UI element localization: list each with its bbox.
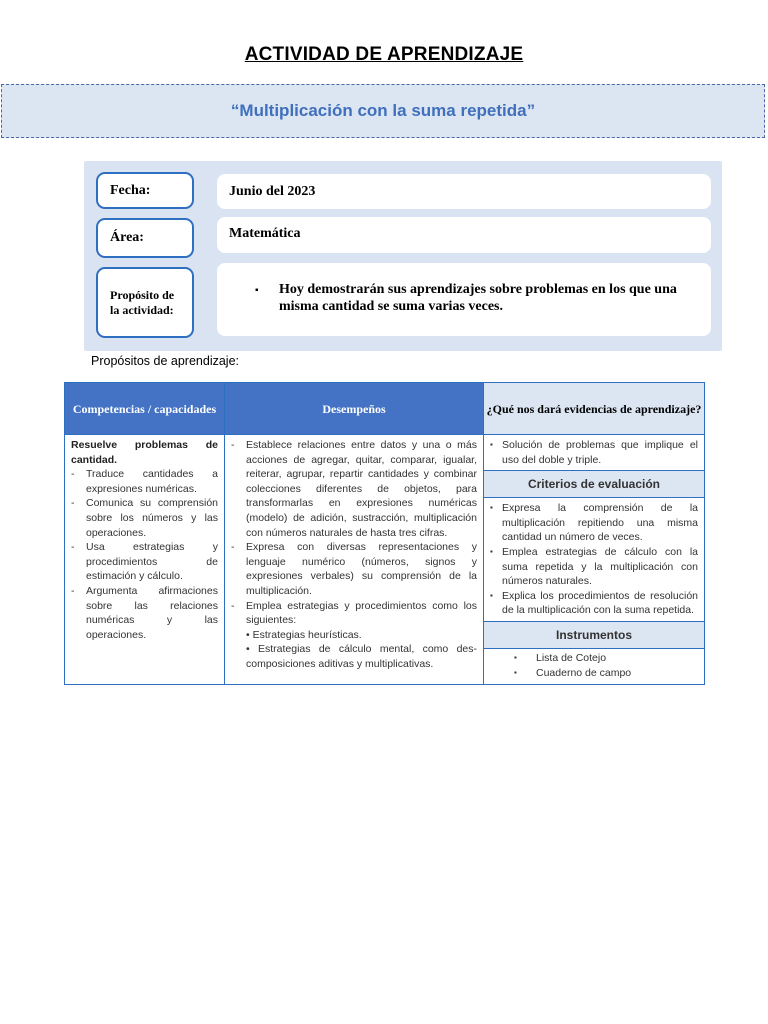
estrategia-item (231, 628, 477, 643)
page-title: ACTIVIDAD DE APRENDIZAJE (244, 44, 524, 65)
dash-marker: - (71, 468, 75, 481)
criterio-item (490, 501, 698, 545)
square-bullet-icon: ▪ (514, 667, 517, 677)
dash-marker: - (231, 599, 235, 612)
activity-subtitle: “Multiplicación con la suma repetida” (230, 101, 536, 120)
square-bullet-icon: ▪ (490, 546, 493, 556)
instrumento-text: Lista de Cotejo (536, 651, 607, 664)
proposito-text: Hoy demostrarán sus aprendizajes sobre problemas en los que una misma cantidad se suma varias veces. (279, 282, 677, 314)
square-bullet-icon: ▪ (514, 652, 517, 662)
square-bullet-icon: ▪ (490, 440, 493, 449)
learning-purposes-label: Propósitos de aprendizaje: (91, 354, 240, 368)
desempeno-text: Establece relaciones entre datos y una o más acciones de agregar, quitar, comparar, igualar, reiterar, agrupar, repartir cantidades y combinar colecciones diferentes de objetos, para transformarlas en expresiones numéricas (modelo) de adición, sustracción, multiplicación con números naturales de hasta tres cifras. (246, 439, 477, 539)
learning-table (64, 382, 705, 685)
fecha-value: Junio del 2023 (217, 174, 711, 209)
evidencia-cell (484, 435, 705, 471)
instrumentos-header: Instrumentos (484, 621, 705, 648)
instrumento-item (514, 666, 698, 681)
capacidad-item (71, 496, 218, 540)
criterio-item (490, 589, 698, 618)
area-value: Matemática (217, 217, 711, 253)
desempeno-item (231, 599, 477, 628)
capacidad-text: Argumenta afirmaciones sobre las relaciones numéricas y las operaciones. (86, 584, 218, 641)
evidencia-item (490, 438, 698, 467)
desempeno-text: Emplea estrategias y procedimientos como los siguientes: (246, 599, 477, 627)
estrategia-text: • Estrategias heurísticas. (246, 628, 362, 641)
capacidad-item (71, 540, 218, 584)
evidencia-text: Solución de problemas que implique el uso del doble y triple. (502, 439, 698, 466)
criterios-cell (484, 498, 705, 622)
proposito-value (217, 263, 711, 336)
criterio-text: Explica los procedimientos de resolución de la multiplicación con la suma repetida. (502, 589, 698, 617)
capacidad-text: Usa estrategias y procedimientos de estimación y cálculo. (86, 541, 218, 583)
dash-marker: - (231, 541, 235, 554)
criterio-item (490, 545, 698, 589)
competencia-title: Resuelve problemas de cantidad. (71, 439, 218, 466)
desempeno-item (231, 438, 477, 540)
proposito-label (96, 267, 194, 338)
desempeno-item (231, 540, 477, 598)
criterio-text: Expresa la comprensión de la multiplicación repitiendo una misma cantidad un número de veces. (502, 502, 698, 544)
capacidad-text: Traduce cantidades a expresiones numéricas. (86, 468, 218, 495)
dash-marker: - (231, 439, 235, 451)
square-bullet-icon: ▪ (490, 503, 493, 513)
square-bullet-icon: ▪ (255, 285, 259, 296)
dash-marker: - (71, 541, 75, 554)
proposito-label-line1: Propósito de (110, 287, 175, 302)
estrategia-text: • Estrategias de cálculo mental, como des-composiciones aditivas y multiplicativas. (246, 643, 477, 670)
criterio-text: Emplea estrategias de cálculo con la suma repetida y la multiplicación con números naturales. (502, 545, 698, 588)
dash-marker: - (71, 584, 75, 597)
square-bullet-icon: ▪ (490, 590, 493, 600)
header-desempenos: Desempeños (225, 383, 484, 435)
instrumento-text: Cuaderno de campo (536, 666, 632, 679)
capacidad-item (71, 467, 218, 496)
desempeno-text: Expresa con diversas representaciones y lenguaje numérico (números, signos y expresiones verbales) su comprensión de la multiplicación. (246, 541, 477, 597)
criterios-header: Criterios de evaluación (484, 471, 705, 498)
proposito-label-line2: la actividad: (110, 302, 174, 317)
header-evidencias: ¿Qué nos dará evidencias de aprendizaje? (484, 383, 705, 435)
capacidad-text: Comunica su comprensión sobre los números y las operaciones. (86, 497, 218, 539)
activity-subtitle-box (1, 84, 765, 138)
header-competencias: Competencias / capacidades (65, 383, 225, 435)
estrategia-item (231, 642, 477, 671)
desempenos-cell (225, 435, 484, 685)
fecha-label: Fecha: (96, 172, 194, 209)
dash-marker: - (71, 497, 75, 510)
info-panel (84, 161, 722, 351)
area-label: Área: (96, 218, 194, 258)
capacidad-item (71, 584, 218, 642)
instrumentos-cell (484, 648, 705, 684)
competencias-cell (65, 435, 225, 685)
instrumento-item (514, 651, 698, 666)
